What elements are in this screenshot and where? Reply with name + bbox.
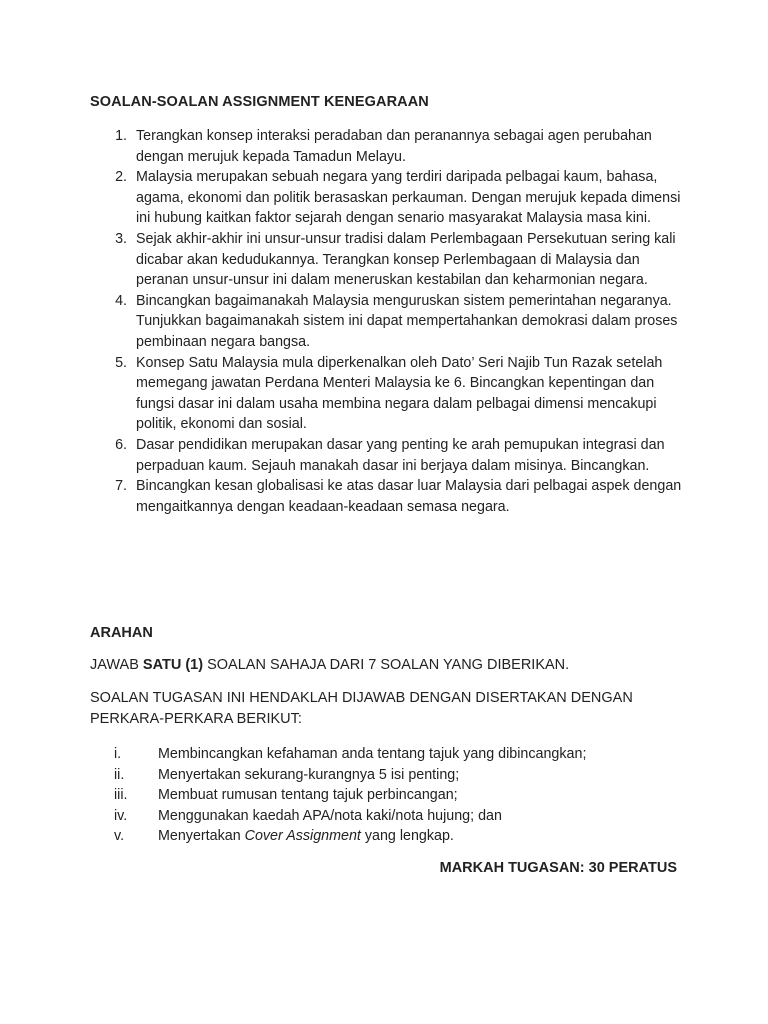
requirement-text-suffix: yang lengkap.: [360, 828, 454, 845]
tugasan-line-2: PERKARA-PERKARA BERIKUT:: [90, 711, 302, 727]
question-number: 5.: [115, 354, 127, 371]
question-item: [90, 126, 690, 167]
requirement-item: [90, 806, 690, 827]
question-number: 1.: [115, 128, 127, 144]
question-item: [90, 291, 690, 353]
requirement-item: [90, 744, 690, 765]
requirement-number: i.: [114, 746, 122, 762]
requirement-text-italic: Cover Assignment: [244, 828, 361, 845]
document-title: SOALAN-SOALAN ASSIGNMENT KENEGARAAN: [90, 94, 429, 110]
requirement-number: iii.: [114, 787, 128, 804]
question-text: Sejak akhir-akhir ini unsur-unsur tradisi dalam Perlembagaan Persekutuan sering kali dicabar akan kedudukannya. Terangkan konsep Perlembagaan di Malaysia dan peranan unsur-unsur ini dalam meneruskan kestabilan dan keharmonian negara.: [136, 230, 676, 289]
requirement-text: Membuat rumusan tentang tajuk perbincangan;: [158, 787, 458, 804]
requirement-item: [90, 826, 690, 847]
jawab-count: SATU (1): [142, 657, 204, 673]
question-number: 6.: [115, 436, 127, 453]
requirement-text: Membincangkan kefahaman anda tentang tajuk yang dibincangkan;: [158, 746, 587, 762]
question-number: 2.: [115, 169, 127, 186]
jawab-prefix: JAWAB: [90, 657, 143, 673]
question-text: Bincangkan kesan globalisasi ke atas dasar luar Malaysia dari pelbagai aspek dengan mengaitkannya dengan keadaan-keadaan semasa negara.: [136, 478, 682, 515]
tugasan-line-1: SOALAN TUGASAN INI HENDAKLAH DIJAWAB DENGAN DISERTAKAN DENGAN: [90, 690, 633, 706]
requirement-number: iv.: [114, 807, 128, 824]
arahan-heading: ARAHAN: [90, 625, 153, 641]
tugasan-instruction: [90, 688, 690, 730]
requirement-list: [90, 744, 690, 847]
jawab-suffix: SOALAN SAHAJA DARI 7 SOALAN YANG DIBERIKAN.: [203, 657, 570, 673]
question-item: [90, 167, 690, 229]
requirement-text: Menggunakan kaedah APA/nota kaki/nota hujung; dan: [158, 807, 502, 824]
question-text: Konsep Satu Malaysia mula diperkenalkan oleh Dato’ Seri Najib Tun Razak setelah memegang jawatan Perdana Menteri Malaysia ke 6. Bincangkan kepentingan dan fungsi dasar ini dalam usaha membina negara dalam pelbagai dimensi mencakupi politik, ekonomi dan sosial.: [136, 354, 663, 433]
requirement-item: [90, 765, 690, 786]
requirement-item: [90, 785, 690, 806]
question-text: Bincangkan bagaimanakah Malaysia menguruskan sistem pemerintahan negaranya. Tunjukkan bagaimanakah sistem ini dapat mempertahankan demokrasi dalam proses pembinaan negara bangsa.: [136, 292, 678, 350]
question-number: 4.: [115, 292, 127, 309]
question-number: 7.: [115, 478, 127, 495]
question-list: [90, 126, 690, 517]
question-text: Terangkan konsep interaksi peradaban dan peranannya sebagai agen perubahan dengan merujuk kepada Tamadun Melayu.: [136, 128, 652, 165]
question-text: Malaysia merupakan sebuah negara yang terdiri daripada pelbagai kaum, bahasa, agama, ekonomi dan politik berasaskan perkauman. Dengan merujuk kepada dimensi ini hubung kaitkan faktor sejarah dengan senario masyarakat Malaysia masa kini.: [136, 169, 681, 227]
requirement-number: ii.: [114, 766, 125, 783]
requirement-text-prefix: Menyertakan: [158, 828, 245, 845]
jawab-instruction: [90, 655, 690, 676]
markah-tugasan: MARKAH TUGASAN: 30 PERATUS: [439, 860, 677, 876]
question-text: Dasar pendidikan merupakan dasar yang penting ke arah pemupukan integrasi dan perpaduan kaum. Sejauh manakah dasar ini berjaya dalam misinya. Bincangkan.: [136, 436, 665, 474]
question-number: 3.: [115, 230, 127, 247]
question-item: [90, 435, 690, 476]
question-item: [90, 476, 690, 517]
question-item: [90, 229, 690, 291]
question-item: [90, 353, 690, 435]
requirement-text: Menyertakan sekurang-kurangnya 5 isi penting;: [158, 766, 460, 783]
requirement-number: v.: [114, 828, 125, 845]
